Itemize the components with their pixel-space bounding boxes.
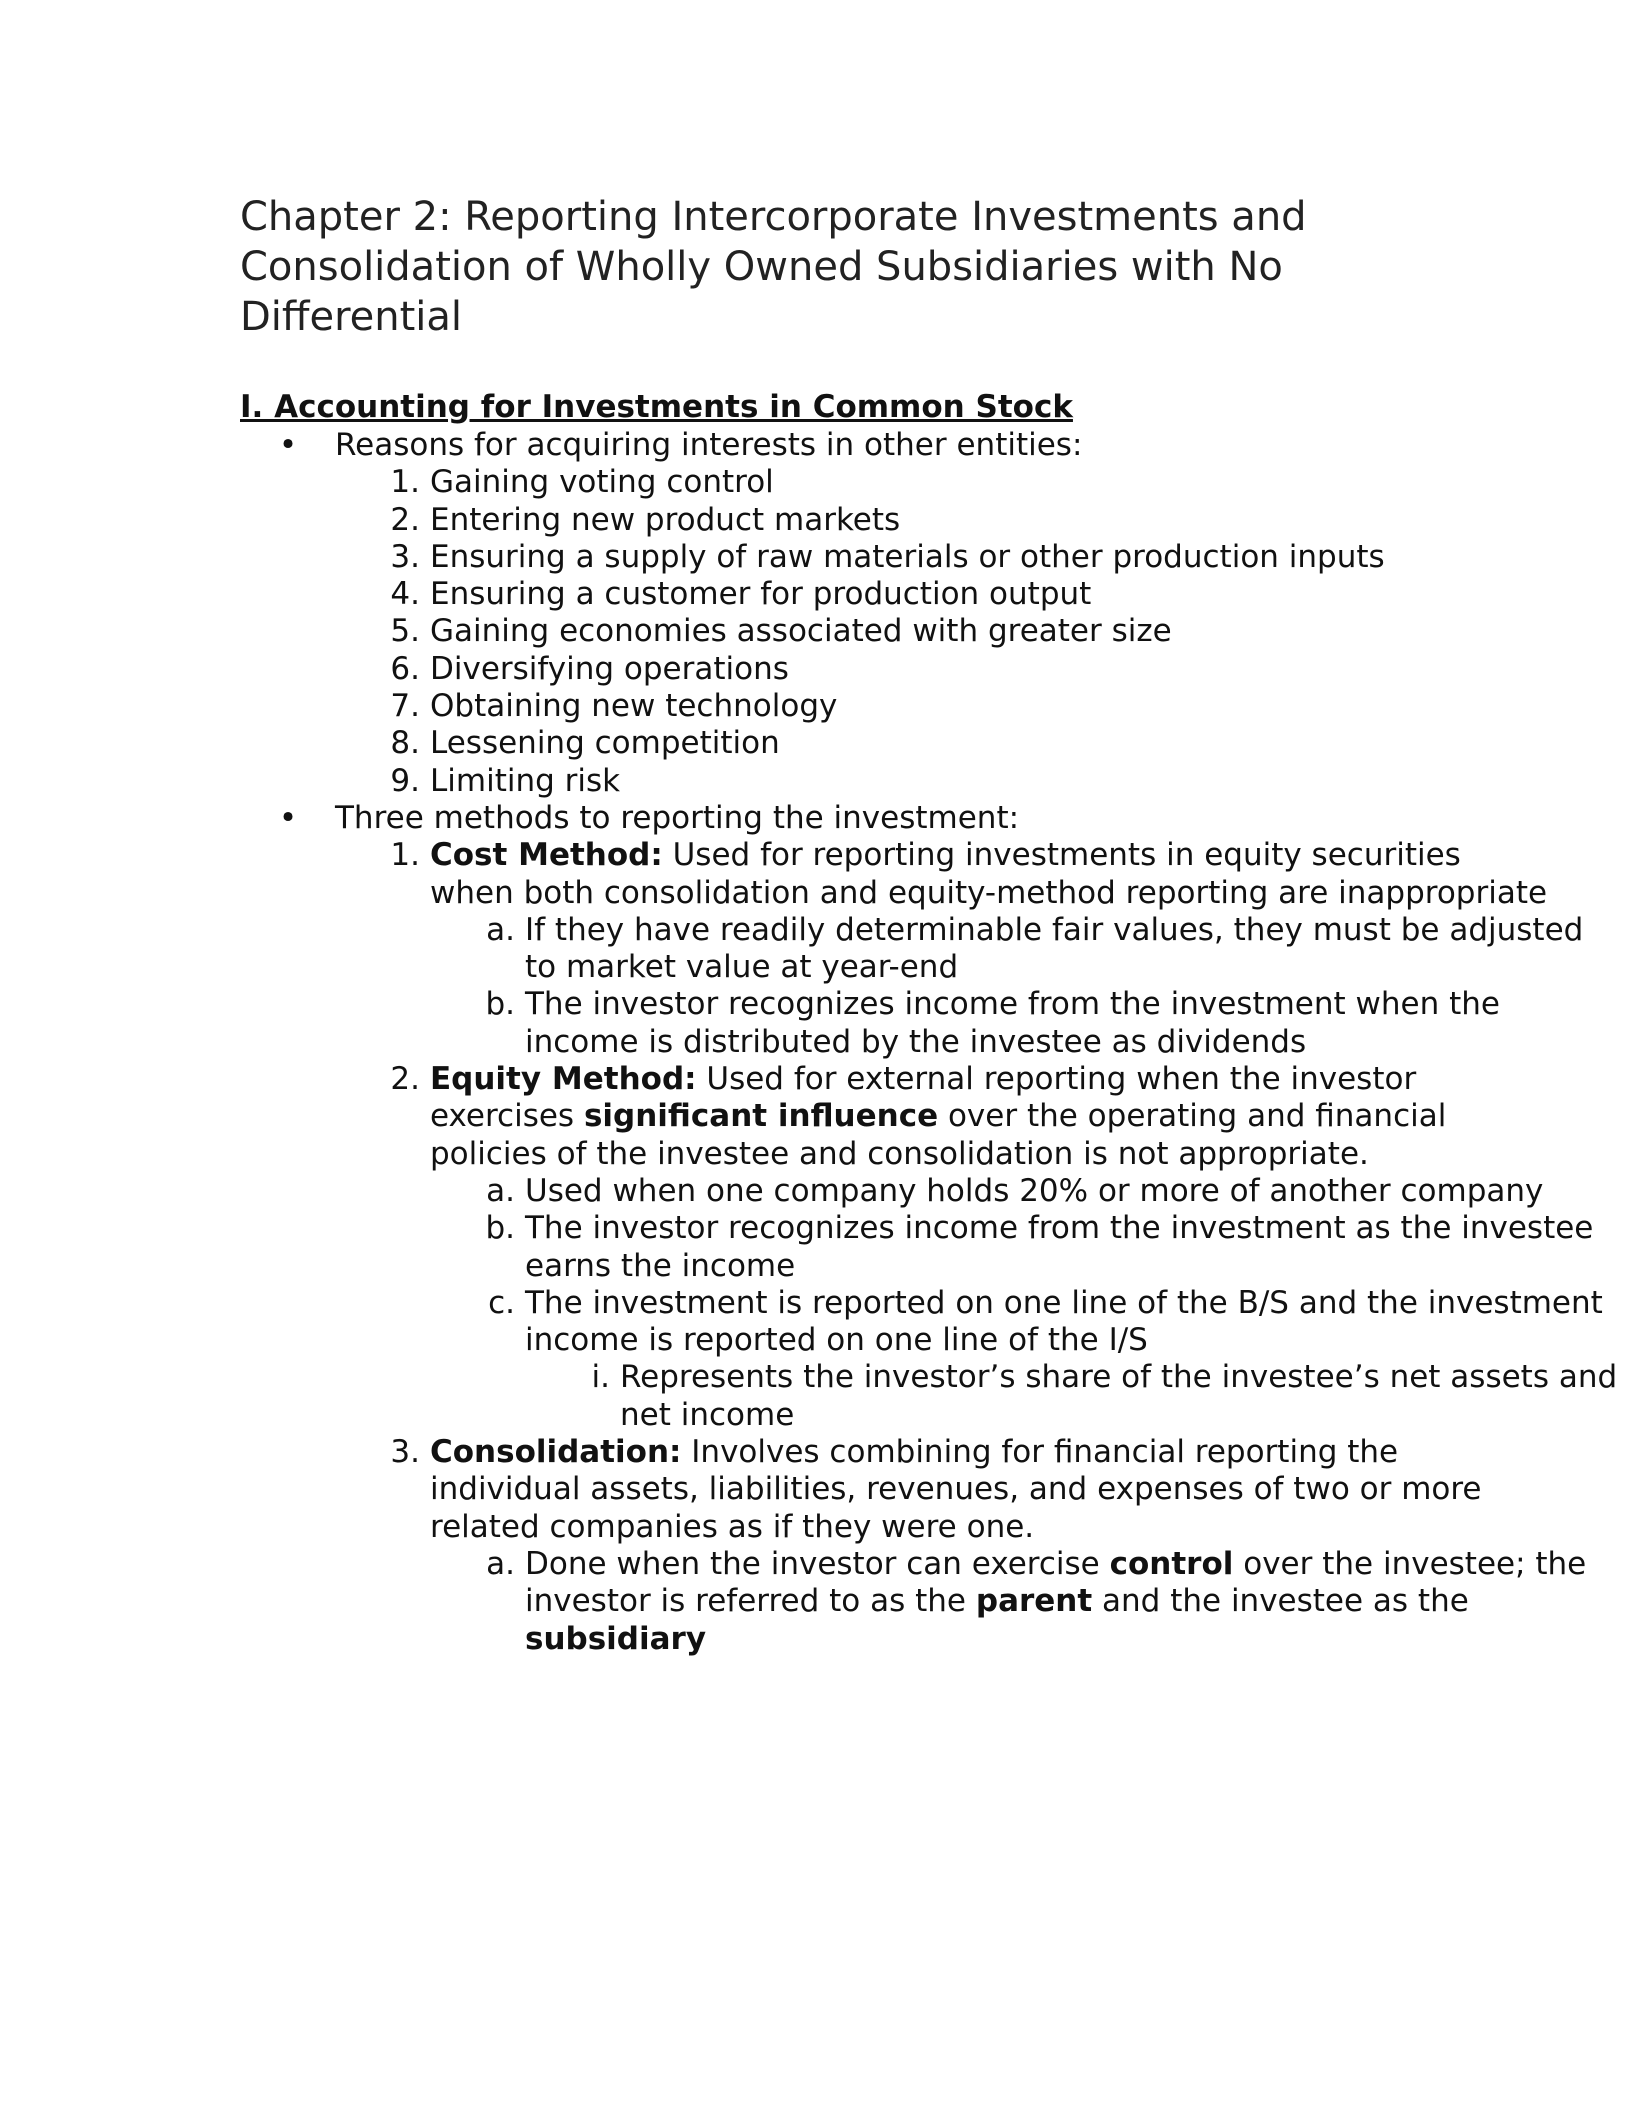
sub-list-item-text-cont: and the investee as the [1092, 1583, 1469, 1620]
list-marker: 6. [390, 650, 420, 687]
bullet-text: Reasons for acquiring interests in other entities: [335, 427, 1083, 463]
list-marker: 2. [390, 501, 420, 538]
parent-emphasis: parent [975, 1583, 1093, 1620]
list-item-text: Diversifying operations [430, 650, 789, 687]
sub-list-item [240, 912, 1615, 987]
document-body [240, 427, 1618, 1658]
bullet-text: Three methods to reporting the investment: [335, 799, 1020, 836]
control-emphasis: control [1109, 1545, 1234, 1582]
list-marker: 7. [390, 688, 420, 725]
list-item-text: Gaining voting control [430, 464, 774, 501]
chapter-title: Chapter 2: Reporting Intercorporate Investments and Consolidation of Wholly Owned Subsidiaries with No Differential [240, 194, 1307, 340]
sub-list-item-text: Done when the investor can exercise [525, 1545, 1110, 1582]
list-item [240, 651, 1550, 688]
sub-list-item [240, 1285, 1615, 1360]
subsidiary-emphasis: subsidiary [525, 1620, 707, 1657]
list-item [240, 464, 1550, 501]
list-marker: 3. [390, 538, 420, 575]
list-item [240, 763, 1550, 800]
sub-list-item-text: Used when one company holds 20% or more of another company [525, 1172, 1544, 1209]
sub-list-item [240, 986, 1615, 1061]
list-marker: a. [486, 1172, 515, 1209]
sub-list-item-text-cont: over the investee; the investor is referred to as the [525, 1545, 1587, 1620]
section-heading: I. Accounting for Investments in Common Stock [240, 389, 1073, 425]
list-marker: 1. [390, 464, 420, 501]
list-item [240, 613, 1550, 650]
equity-method-text-cont: over the operating and financial policies of the investee and consolidation is not appropriate. [430, 1098, 1447, 1172]
list-marker: 9. [390, 762, 420, 799]
equity-method-text: Used for external reporting when the investor exercises [430, 1061, 1417, 1135]
bullet-marker: • [278, 799, 298, 836]
significant-influence-emphasis: significant influence [583, 1098, 939, 1135]
equity-method-item [240, 1061, 1550, 1173]
nested-list-item [240, 1359, 1620, 1434]
cost-method-item [240, 837, 1550, 912]
list-marker: b. [485, 1210, 515, 1247]
list-item-text: Entering new product markets [430, 501, 901, 538]
list-marker: 2. [390, 1061, 420, 1098]
list-marker: i. [591, 1359, 610, 1396]
list-item [240, 725, 1550, 762]
nested-list-item-text: Represents the investor’s share of the investee’s net assets and net income [620, 1359, 1618, 1433]
sub-list-item [240, 1546, 1615, 1658]
list-item-text: Obtaining new technology [430, 688, 838, 725]
bullet-item-reasons [240, 427, 1440, 464]
list-marker: 8. [390, 725, 420, 762]
list-marker: 4. [390, 576, 420, 613]
sub-list-item [240, 1210, 1615, 1285]
list-item [240, 502, 1550, 539]
consolidation-item [240, 1434, 1550, 1546]
list-item-text: Ensuring a customer for production output [430, 576, 1092, 613]
consolidation-term: Consolidation: [430, 1434, 682, 1471]
list-marker: 5. [390, 613, 420, 650]
cost-method-term: Cost Method: [430, 837, 663, 874]
sub-list-item [240, 1173, 1615, 1210]
list-item-text: Lessening competition [430, 725, 780, 762]
list-marker: 3. [390, 1434, 420, 1471]
list-marker: a. [486, 1545, 515, 1582]
sub-list-item-text: The investor recognizes income from the investment when the income is distributed by the investee as dividends [525, 986, 1500, 1060]
list-marker: c. [488, 1284, 515, 1321]
sub-list-item-text: The investment is reported on one line of the B/S and the investment income is reported on one line of the I/S [525, 1284, 1603, 1359]
consolidation-text: Involves combining for financial reporting the individual assets, liabilities, revenues, and expenses of two or more related companies as if they were one. [430, 1434, 1482, 1545]
sub-list-item-text: If they have readily determinable fair values, they must be adjusted to market value at year-end [525, 911, 1584, 986]
list-item [240, 539, 1550, 576]
list-item-text: Ensuring a supply of raw materials or other production inputs [430, 538, 1385, 575]
list-marker: 1. [390, 837, 420, 874]
list-marker: a. [486, 911, 515, 948]
cost-method-text: Used for reporting investments in equity securities when both consolidation and equity-method reporting are inappropriate [430, 837, 1548, 911]
bullet-item-methods [240, 800, 1440, 837]
list-item [240, 688, 1550, 725]
equity-method-term: Equity Method: [430, 1061, 697, 1098]
bullet-marker: • [278, 427, 298, 463]
list-marker: b. [485, 986, 515, 1023]
sub-list-item-text: The investor recognizes income from the investment as the investee earns the income [525, 1210, 1594, 1284]
list-item [240, 576, 1550, 613]
list-item-text: Gaining economies associated with greater size [430, 613, 1172, 650]
list-item-text: Limiting risk [430, 762, 621, 799]
